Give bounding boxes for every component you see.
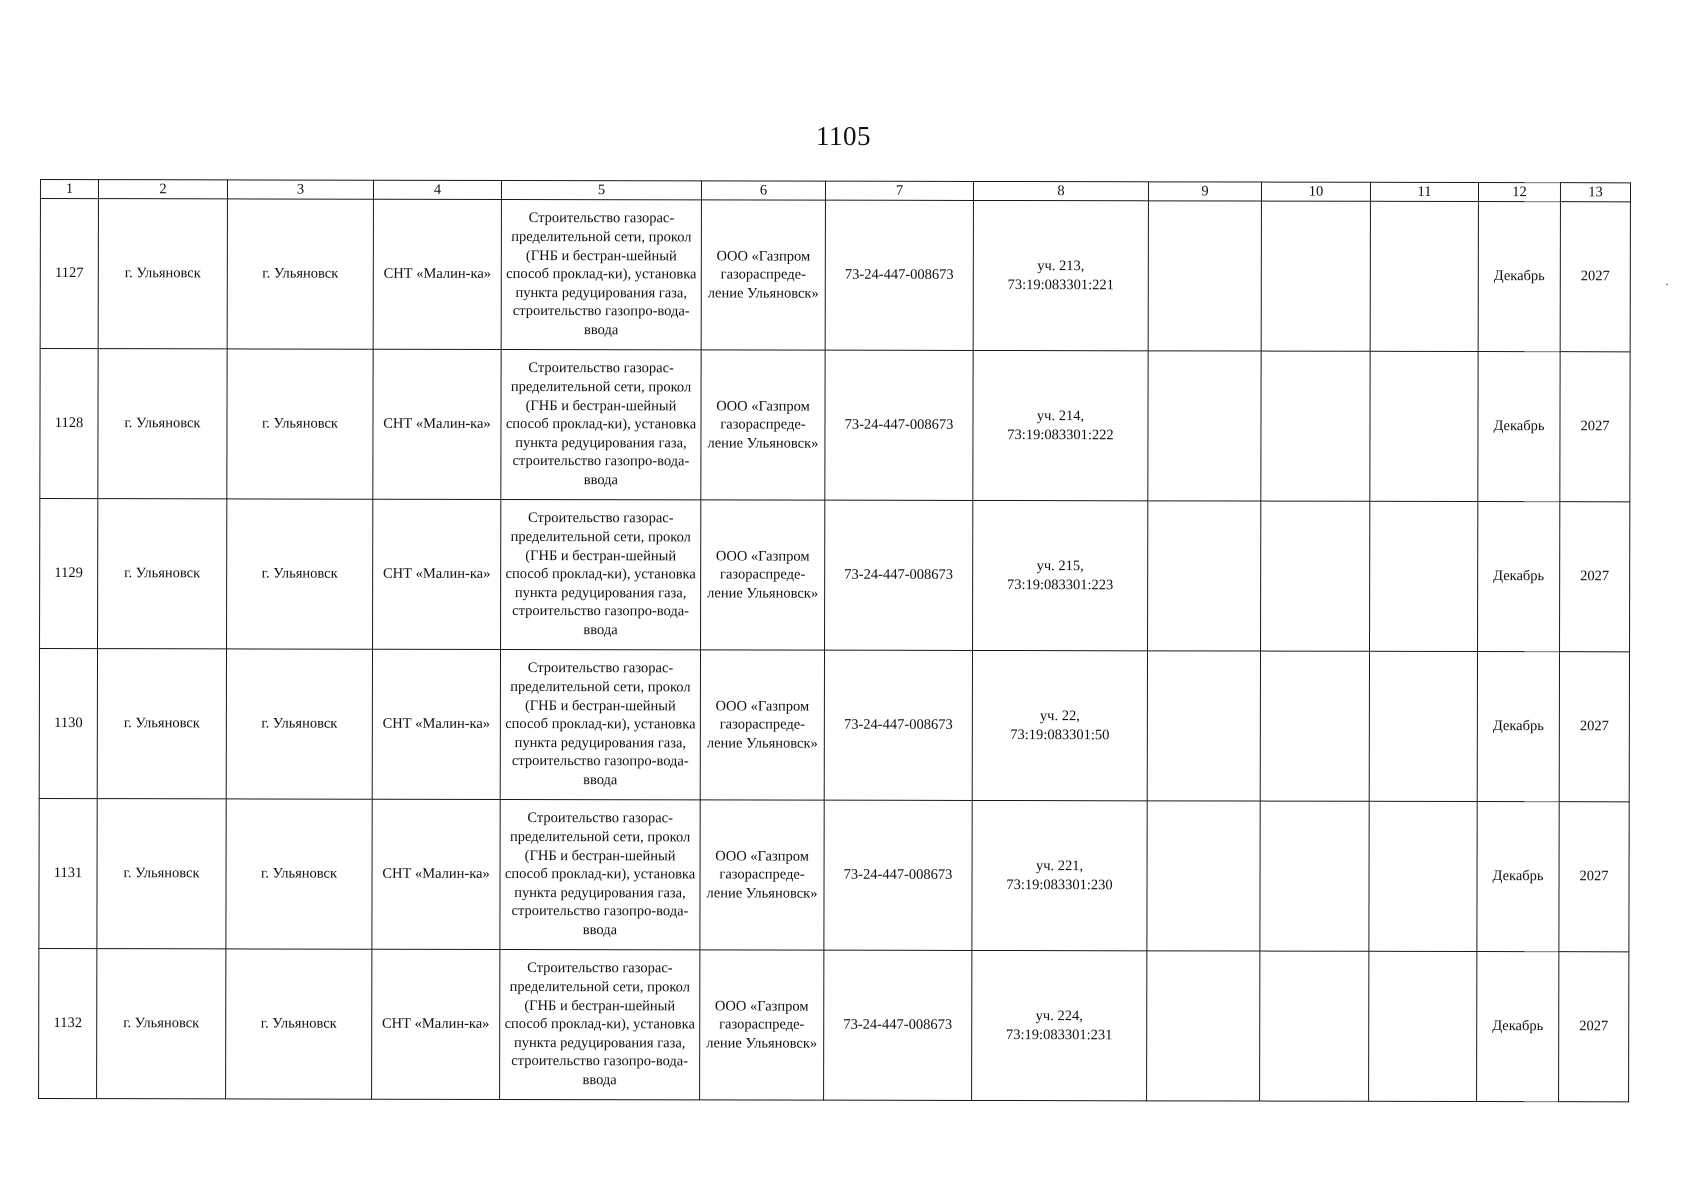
column-9-cell	[1148, 501, 1261, 651]
works-description-cell: Строительство газорас-пределительной сети, прокол (ГНБ и бестран-шейный способ проклад-ки), установка пункта редуцирования газа, строительство газопро-вода-ввода	[501, 349, 701, 499]
plot-number: уч. 22,	[1039, 708, 1080, 725]
column-header-8: 8	[973, 181, 1148, 200]
cadastral-number: 73:19:083301:223	[1006, 576, 1114, 593]
column-header-6: 6	[701, 181, 825, 200]
column-10-cell	[1261, 501, 1370, 651]
table-body	[39, 199, 1631, 1102]
registry-code-cell: 73-24-447-008673	[825, 200, 973, 350]
column-10-cell	[1261, 351, 1370, 501]
city-cell: г. Ульяновск	[97, 649, 226, 799]
month-cell: Декабрь	[1477, 802, 1559, 952]
row-number-cell: 1131	[39, 798, 97, 948]
row-number-cell: 1129	[40, 499, 98, 649]
column-11-cell	[1370, 351, 1478, 501]
settlement-cell: СНТ «Малин-ка»	[373, 499, 501, 649]
cadastral-number: 73:19:083301:221	[1007, 276, 1114, 293]
registry-code-cell: 73-24-447-008673	[825, 350, 973, 500]
registry-code-cell: 73-24-447-008673	[824, 950, 972, 1100]
land-plot-cell	[973, 350, 1148, 500]
organization-cell: ООО «Газпром газораспреде-ление Ульяновск»	[700, 800, 824, 950]
works-description-cell: Строительство газорас-пределительной сети, прокол (ГНБ и бестран-шейный способ проклад-ки), установка пункта редуцирования газа, строительство газопро-вода-ввода	[500, 949, 700, 1099]
row-number-cell: 1128	[40, 349, 98, 499]
column-11-cell	[1369, 651, 1477, 801]
land-plot-cell	[972, 800, 1147, 950]
land-plot-cell	[972, 650, 1147, 800]
column-10-cell	[1261, 201, 1370, 351]
column-header-12: 12	[1478, 183, 1560, 202]
organization-cell: ООО «Газпром газораспреде-ление Ульяновск»	[701, 350, 825, 500]
plot-number: уч. 215,	[1036, 557, 1084, 575]
column-header-4: 4	[373, 180, 501, 199]
land-plot-cell	[972, 950, 1147, 1100]
city-cell: г. Ульяновск	[97, 949, 226, 1099]
month-cell: Декабрь	[1478, 352, 1560, 502]
register-table	[38, 179, 1631, 1102]
table-row	[39, 798, 1629, 951]
column-10-cell	[1260, 951, 1369, 1101]
table-row	[39, 948, 1629, 1101]
year-cell: 2027	[1559, 802, 1629, 952]
organization-cell: ООО «Газпром газораспреде-ление Ульяновск»	[701, 200, 825, 350]
land-plot-cell	[973, 200, 1148, 350]
column-9-cell	[1148, 351, 1261, 501]
table-row	[40, 199, 1630, 352]
column-header-9: 9	[1148, 182, 1261, 201]
cadastral-number: 73:19:083301:231	[1006, 1026, 1113, 1043]
organization-cell: ООО «Газпром газораспреде-ление Ульяновск»	[700, 650, 824, 800]
month-cell: Декабрь	[1477, 952, 1559, 1102]
works-description-cell: Строительство газорас-пределительной сети, прокол (ГНБ и бестран-шейный способ проклад-ки), установка пункта редуцирования газа, строительство газопро-вода-ввода	[501, 499, 701, 649]
column-header-2: 2	[98, 180, 227, 199]
column-header-1: 1	[40, 180, 98, 199]
registry-code-cell: 73-24-447-008673	[824, 800, 972, 950]
registry-code-cell: 73-24-447-008673	[825, 500, 973, 650]
settlement-cell: СНТ «Малин-ка»	[372, 649, 500, 799]
organization-cell: ООО «Газпром газораспреде-ление Ульяновск»	[701, 500, 825, 650]
district-cell: г. Ульяновск	[226, 649, 372, 799]
district-cell: г. Ульяновск	[226, 949, 372, 1099]
cadastral-number: 73:19:083301:230	[1006, 876, 1113, 893]
plot-number: уч. 213,	[1037, 257, 1085, 275]
settlement-cell: СНТ «Малин-ка»	[372, 799, 500, 949]
works-description-cell: Строительство газорас-пределительной сети, прокол (ГНБ и бестран-шейный способ проклад-ки), установка пункта редуцирования газа, строительство газопро-вода-ввода	[501, 199, 701, 349]
works-description-cell: Строительство газорас-пределительной сети, прокол (ГНБ и бестран-шейный способ проклад-ки), установка пункта редуцирования газа, строительство газопро-вода-ввода	[500, 799, 700, 949]
row-number-cell: 1127	[40, 199, 98, 349]
column-header-10: 10	[1261, 182, 1370, 201]
works-description-cell: Строительство газорас-пределительной сети, прокол (ГНБ и бестран-шейный способ проклад-ки), установка пункта редуцирования газа, строительство газопро-вода-ввода	[500, 649, 700, 799]
month-cell: Декабрь	[1478, 502, 1560, 652]
registry-code-cell: 73-24-447-008673	[824, 650, 972, 800]
year-cell: 2027	[1560, 202, 1630, 352]
year-cell: 2027	[1560, 502, 1630, 652]
cadastral-number: 73:19:083301:50	[1010, 726, 1110, 743]
city-cell: г. Ульяновск	[98, 349, 227, 499]
district-cell: г. Ульяновск	[227, 349, 373, 499]
column-header-11: 11	[1370, 182, 1478, 201]
district-cell: г. Ульяновск	[227, 199, 373, 349]
settlement-cell: СНТ «Малин-ка»	[373, 349, 501, 499]
city-cell: г. Ульяновск	[98, 199, 227, 349]
column-9-cell	[1147, 951, 1260, 1101]
column-header-5: 5	[501, 180, 701, 199]
column-9-cell	[1148, 201, 1261, 351]
land-plot-cell	[973, 500, 1148, 650]
year-cell: 2027	[1559, 652, 1629, 802]
organization-cell: ООО «Газпром газораспреде-ление Ульяновск»	[700, 950, 824, 1100]
column-header-3: 3	[227, 180, 373, 199]
column-9-cell	[1147, 651, 1260, 801]
plot-number: уч. 221,	[1035, 857, 1084, 875]
city-cell: г. Ульяновск	[97, 799, 226, 949]
settlement-cell: СНТ «Малин-ка»	[373, 199, 501, 349]
row-number-cell: 1130	[39, 649, 97, 799]
column-11-cell	[1369, 801, 1477, 951]
column-11-cell	[1370, 501, 1478, 651]
table-row	[39, 649, 1629, 802]
year-cell: 2027	[1560, 352, 1630, 502]
district-cell: г. Ульяновск	[227, 499, 373, 649]
column-header-13: 13	[1560, 183, 1630, 202]
city-cell: г. Ульяновск	[98, 499, 227, 649]
table-row	[40, 349, 1630, 502]
year-cell: 2027	[1559, 952, 1629, 1102]
column-10-cell	[1260, 651, 1369, 801]
column-9-cell	[1147, 801, 1260, 951]
month-cell: Декабрь	[1478, 202, 1560, 352]
scan-mark: ·	[1665, 277, 1669, 291]
row-number-cell: 1132	[39, 948, 97, 1098]
district-cell: г. Ульяновск	[226, 799, 372, 949]
column-11-cell	[1370, 201, 1478, 351]
cadastral-number: 73:19:083301:222	[1007, 426, 1114, 443]
table-row	[40, 499, 1630, 652]
column-header-7: 7	[825, 181, 973, 200]
column-10-cell	[1260, 801, 1369, 951]
plot-number: уч. 214,	[1036, 407, 1085, 425]
month-cell: Декабрь	[1477, 652, 1559, 802]
column-11-cell	[1369, 951, 1477, 1101]
page-number: 1105	[816, 121, 871, 151]
settlement-cell: СНТ «Малин-ка»	[372, 949, 500, 1099]
plot-number: уч. 224,	[1035, 1007, 1083, 1025]
